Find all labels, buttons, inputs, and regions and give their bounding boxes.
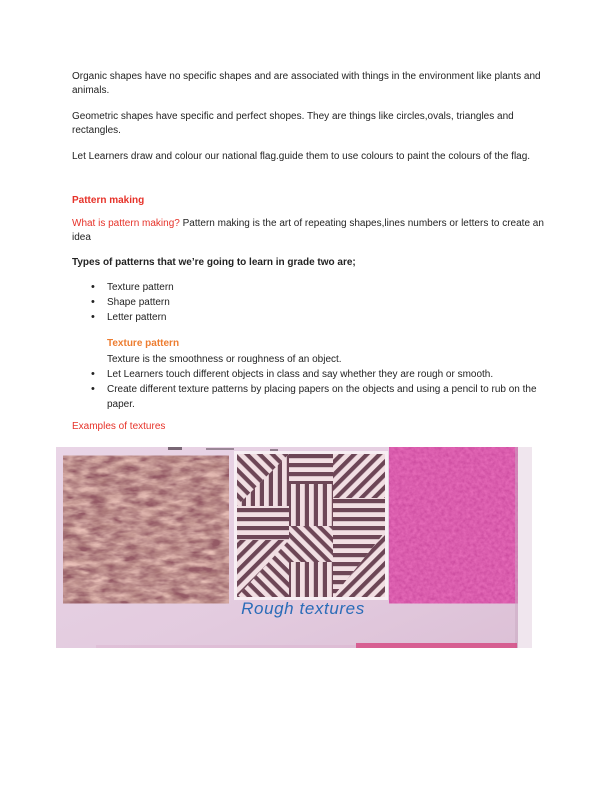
texture-activities-list — [72, 367, 546, 412]
texture-definition: Texture is the smoothness or roughness of an object. — [107, 354, 342, 365]
list-item-shape-pattern: • Shape pattern — [72, 295, 546, 310]
list-item-create-textures: • Create different texture patterns by placing papers on the objects and using a pencil to rub on the paper. — [72, 382, 546, 412]
list-item-touch-objects: • Let Learners touch different objects in class and say whether they are rough or smooth. — [72, 367, 546, 382]
heading-types-of-patterns: Types of patterns that we’re going to learn in grade two are; — [72, 257, 356, 268]
photo-bottom-edge — [96, 645, 356, 648]
woven-mat-texture — [234, 451, 388, 600]
figure-caption: Rough textures — [241, 599, 365, 618]
paragraph-geometric-shapes: Geometric shapes have specific and perfect shopes. They are things like circles,ovals, triangles and rectangles. — [72, 111, 514, 136]
list-item-texture-pattern: • Texture pattern — [72, 280, 546, 295]
heading-texture-pattern: Texture pattern — [107, 338, 180, 349]
paragraph-what-is-pattern-making — [72, 217, 546, 245]
textures-figure — [56, 447, 532, 648]
heading-pattern-making: Pattern making — [72, 195, 145, 206]
pattern-making-answer: Pattern making is the art of repeating shapes,lines numbers or letters to create an idea — [72, 218, 544, 243]
paragraph-national-flag: Let Learners draw and colour our national flag.guide them to use colours to paint the colours of the flag. — [72, 151, 531, 162]
list-item-letter-pattern: • Letter pattern — [72, 310, 546, 325]
tree-bark-texture — [66, 458, 226, 601]
heading-examples-of-textures: Examples of textures — [72, 421, 166, 432]
photo-bottom-smear — [356, 643, 517, 648]
magenta-felt-texture — [393, 449, 518, 599]
pattern-types-list — [72, 280, 546, 325]
paragraph-organic-shapes: Organic shapes have no specific shapes and are associated with things in the environment like plants and animals. — [72, 71, 541, 96]
pattern-making-question: What is pattern making? — [72, 218, 180, 229]
